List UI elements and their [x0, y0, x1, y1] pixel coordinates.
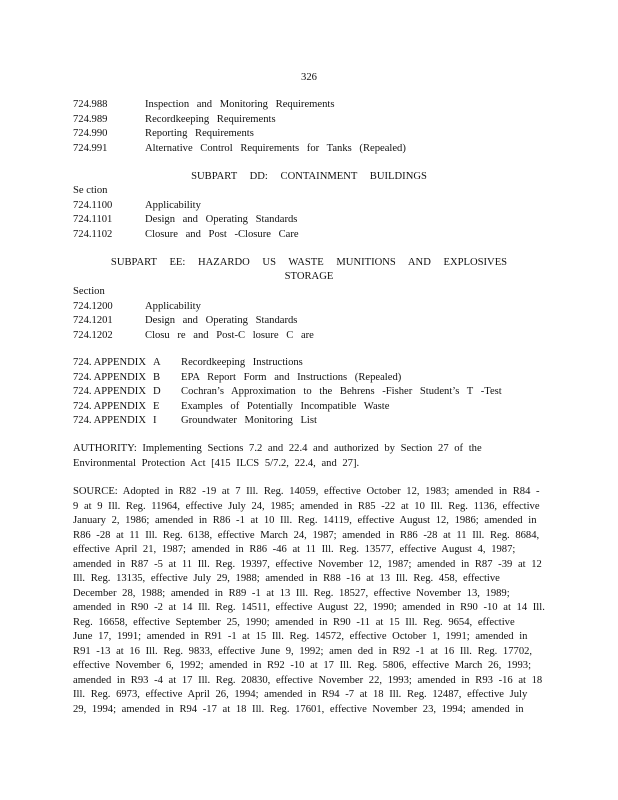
- section-row: [73, 98, 545, 113]
- section-number: 724.1102: [73, 228, 113, 240]
- section-row: [73, 199, 545, 214]
- source-line: amended in R93 -4 at 17 Ill. Reg. 20830, effective November 22, 1993; amended in R93 -16 at 18: [73, 674, 543, 686]
- appendix-row: [73, 356, 545, 371]
- source-line: December 28, 1988; amended in R89 -1 at 13 Ill. Reg. 18527, effective November 13, 1989;: [73, 587, 510, 599]
- source-line: R86 -28 at 11 Ill. Reg. 6138, effective March 24, 1987; amended in R86 -28 at 11 Ill. Reg. 8684,: [73, 529, 540, 541]
- section-row: [73, 314, 545, 329]
- source-line: 9 at 9 Ill. Reg. 11964, effective July 24, 1985; amended in R85 -22 at 10 Ill. Reg. 1136, effective: [73, 500, 540, 512]
- section-row: [73, 300, 545, 315]
- section-title: Applicability: [145, 199, 201, 211]
- section-number: 724.989: [73, 113, 108, 125]
- appendix-letter: A: [153, 357, 161, 368]
- source-line: amended in R87 -5 at 11 Ill. Reg. 19397, effective November 12, 1987; amended in R87 -39 at 12: [73, 558, 542, 570]
- section-label: Se ction: [73, 185, 108, 196]
- appendix-title: Groundwater Monitoring List: [181, 415, 317, 426]
- appendix-row: [73, 385, 545, 400]
- section-row: [73, 113, 545, 128]
- source-line: R91 -13 at 16 Ill. Reg. 9833, effective June 9, 1992; amen ded in R92 -1 at 16 Ill. Reg. 17702,: [73, 645, 533, 657]
- appendix-label: 724. APPENDIX: [73, 400, 146, 412]
- source-line: June 17, 1991; amended in R91 -1 at 15 Ill. Reg. 14572, effective October 1, 1991; amended in: [73, 631, 528, 642]
- appendix-label: 724. APPENDIX: [73, 386, 146, 397]
- section-number: 724.1200: [73, 300, 113, 312]
- section-title: Design and Operating Standards: [145, 315, 298, 326]
- appendix-label: 724. APPENDIX: [73, 357, 146, 368]
- appendix-letter: E: [153, 400, 160, 412]
- appendix-title: Recordkeeping Instructions: [181, 357, 303, 368]
- appendix-row: [73, 371, 545, 386]
- section-title: Recordkeeping Requirements: [145, 113, 276, 125]
- appendix-list: [73, 356, 545, 429]
- top-section-list: [73, 98, 545, 156]
- section-row: [73, 213, 545, 228]
- appendix-title: Examples of Potentially Incompatible Waste: [181, 400, 390, 412]
- source-line: effective April 21, 1987; amended in R86 -46 at 11 Ill. Reg. 13577, effective August 4, 1987;: [73, 544, 516, 555]
- appendix-letter: I: [153, 415, 157, 426]
- source-line: January 2, 1986; amended in R86 -1 at 10 Ill. Reg. 14119, effective August 12, 1986; amended in: [73, 515, 537, 526]
- source-line: Ill. Reg. 6973, effective April 26, 1994; amended in R94 -7 at 18 Ill. Reg. 12487, effective July: [73, 689, 528, 700]
- section-title: Design and Operating Standards: [145, 214, 298, 225]
- appendix-title: EPA Report Form and Instructions (Repealed): [181, 371, 402, 383]
- appendix-label: 724. APPENDIX: [73, 415, 146, 426]
- section-title: Closure and Post -Closure Care: [145, 228, 299, 240]
- subpart-ee-heading-line2: STORAGE: [284, 271, 334, 282]
- source-paragraph: [73, 485, 545, 717]
- section-title: Inspection and Monitoring Requirements: [145, 99, 335, 110]
- subpart-dd-heading: SUBPART DD: CONTAINMENT BUILDINGS: [191, 171, 427, 182]
- appendix-letter: D: [153, 386, 161, 397]
- appendix-row: [73, 414, 545, 429]
- section-number: 724.990: [73, 128, 108, 139]
- source-line: SOURCE: Adopted in R82 -19 at 7 Ill. Reg. 14059, effective October 12, 1983; amended in R84 -: [73, 486, 540, 497]
- source-line: Reg. 16658, effective September 25, 1990; amended in R90 -11 at 15 Ill. Reg. 9654, effective: [73, 616, 515, 628]
- source-line: Ill. Reg. 13135, effective July 29, 1988; amended in R88 -16 at 13 Ill. Reg. 458, effective: [73, 573, 500, 584]
- section-number: 724.991: [73, 142, 108, 154]
- subpart-dd-list: [73, 184, 545, 242]
- section-title: Closu re and Post-C losure C are: [145, 329, 314, 341]
- section-number: 724.988: [73, 99, 108, 110]
- section-row: [73, 329, 545, 344]
- section-title: Reporting Requirements: [145, 128, 254, 139]
- authority-line: Environmental Protection Act [415 ILCS 5/7.2, 22.4, and 27].: [73, 457, 360, 469]
- section-row: [73, 228, 545, 243]
- section-number: 724.1101: [73, 214, 113, 225]
- section-title: Applicability: [145, 300, 201, 312]
- appendix-row: [73, 400, 545, 415]
- authority-line: AUTHORITY: Implementing Sections 7.2 and 22.4 and authorized by Section 27 of the: [73, 443, 482, 454]
- appendix-title: Cochran’s Approximation to the Behrens -Fisher Student’s T -Test: [181, 386, 502, 397]
- subpart-ee-list: [73, 285, 545, 343]
- appendix-letter: B: [153, 371, 161, 383]
- subpart-ee-heading: SUBPART EE: HAZARDO US WASTE MUNITIONS AND EXPLOSIVES: [110, 257, 508, 268]
- section-label: Section: [73, 286, 105, 297]
- source-line: effective November 6, 1992; amended in R92 -10 at 17 Ill. Reg. 5806, effective March 26, 1993;: [73, 660, 532, 671]
- source-line: amended in R90 -2 at 14 Ill. Reg. 14511, effective August 22, 1990; amended in R90 -10 at 14 Ill.: [73, 602, 545, 613]
- section-number: 724.1201: [73, 315, 113, 326]
- section-row: [73, 142, 545, 157]
- source-line: 29, 1994; amended in R94 -17 at 18 Ill. Reg. 17601, effective November 23, 1994; amended in: [73, 703, 524, 715]
- section-row: [73, 127, 545, 142]
- section-number: 724.1202: [73, 329, 113, 341]
- section-title: Alternative Control Requirements for Tanks (Repealed): [145, 142, 406, 154]
- page-number: 326: [301, 72, 317, 83]
- authority-paragraph: [73, 442, 545, 471]
- section-number: 724.1100: [73, 199, 113, 211]
- appendix-label: 724. APPENDIX: [73, 371, 146, 383]
